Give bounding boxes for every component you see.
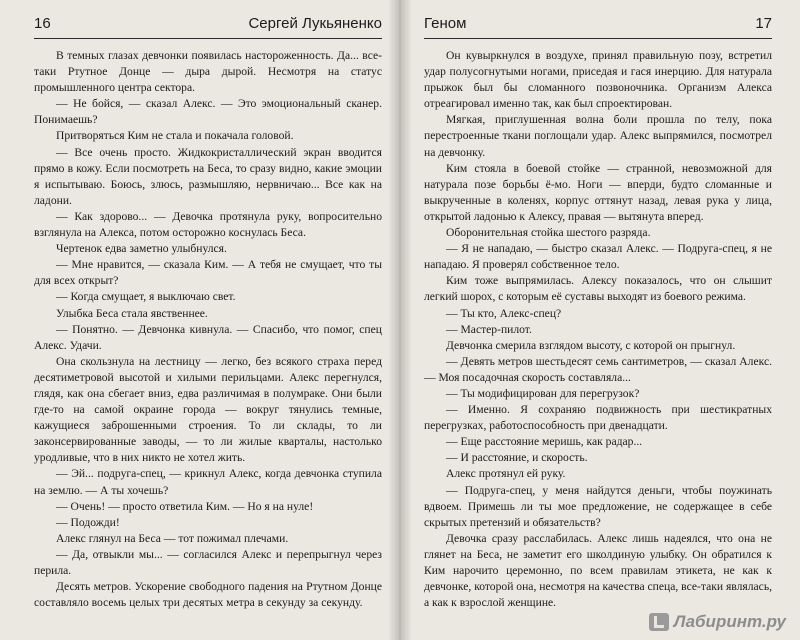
paragraph: — И расстояние, и скорость. xyxy=(446,451,588,465)
paragraph: Ким тоже выпрямилась. Алексу показалось, что он слышит легкий шорох, с которым её суставы выходят из боевого режима. xyxy=(424,274,772,304)
paragraph: — Как здорово... — Девочка протянула руку, вопросительно взглянула на Алекса, потом осторожно коснулась Беса. xyxy=(34,209,382,240)
paragraph: В темных глазах девчонки появилась настороженность. Да... все-таки Ртутное Донце — дыра дырой. Несмотря на статус промышленного центра сектора. xyxy=(34,49,382,95)
page-number-right: 17 xyxy=(755,15,772,32)
paragraph: — Я не нападаю, — быстро сказал Алекс. — Подруга-спец, я не нападаю. Я проверял собственное тело. xyxy=(424,242,772,272)
paragraph: Улыбка Беса стала явственнее. xyxy=(56,306,208,320)
paragraph: — Эй... подруга-спец, — крикнул Алекс, когда девчонка ступила на землю. — А ты хочешь? xyxy=(34,467,382,497)
paragraph: Девчонка смерила взглядом высоту, с которой он прыгнул. xyxy=(446,338,736,352)
paragraph: Притворяться Ким не стала и покачала головой. xyxy=(56,129,294,143)
paragraph: Ким стояла в боевой стойке — странной, невозможной для натурала позе борьбы ё-мо. Ноги — вперди, будто сломанные и выкрученные в коленях, корпус оттянут назад, левая рука у лица, открытой ладонью к Алексу, правая — вытянута вперед. xyxy=(424,161,772,223)
paragraph: — Ты кто, Алекс-спец? xyxy=(446,306,562,320)
paragraph: — Понятно. — Девчонка кивнула. — Спасибо, что помог, спец Алекс. Удачи. xyxy=(34,322,382,352)
paragraph: — Девять метров шестьдесят семь сантиметров, — сказал Алекс. — Моя посадочная скорость составляла... xyxy=(424,354,772,384)
paragraph: — Еще расстояние меришь, как радар... xyxy=(446,435,643,449)
paragraph: Алекс протянул ей руку. xyxy=(446,467,566,481)
paragraph: Она скользнула на лестницу — легко, без всякого страха перед десятиметровой высотой и хилыми перильцами. Алекс перегнулся, глядя, как она сбегает вниз, едва различимая в полумраке. Они были где-то на самой окраине города — вокруг тянулись темные, кажущиеся заброшенными строения. То ли склады, то ли законсервированные заводы, — то ли жилые кварталы, настолько уродливые, что в них никто не хотел жить. xyxy=(34,354,382,465)
paragraph: Десять метров. Ускорение свободного падения на Ртутном Донце составляло восемь целых три десятых метра в секунду за секунду. xyxy=(34,580,382,610)
labirint-logo-icon xyxy=(649,613,669,631)
paragraph: — Ты модифицирован для перегрузок? xyxy=(446,386,640,400)
right-page-text xyxy=(424,48,772,611)
left-page-text xyxy=(34,48,382,611)
paragraph: Девочка сразу расслабилась. Алекс лишь надеялся, что она не глянет на Беса, не заметит его школдиную улыбку. Он обратился к Ким нарочито церемонно, по всем правилам этикета, не как к девчонке, которой она, несмотря на качества спеца, все-таки являлась, а как к взрослой женщине. xyxy=(424,531,772,610)
paragraph: — Не бойся, — сказал Алекс. — Это эмоциональный сканер. Понимаешь? xyxy=(34,97,382,127)
paragraph: Оборонительная стойка шестого разряда. xyxy=(446,226,651,240)
paragraph: Алекс глянул на Беса — тот пожимал плечами. xyxy=(56,531,289,545)
right-page xyxy=(400,0,800,640)
running-head-author: Сергей Лукьяненко xyxy=(248,15,382,32)
paragraph: — Когда смущает, я выключаю свет. xyxy=(56,290,236,304)
paragraph: Он кувыркнулся в воздухе, принял правильную позу, встретил удар полусогнутыми ногами, приседая и гася инерцию. Для натурала прыжок был бы сломанного позвоночника. Организм Алекса отреагировал именно так, как был спроектирован. xyxy=(424,49,772,111)
paragraph: — Именно. Я сохраняю подвижность при шестикратных перегрузках, работоспособность при двенадцати. xyxy=(424,403,772,433)
paragraph: — Мне нравится, — сказала Ким. — А тебя не смущает, что ты для всех открыт? xyxy=(34,258,382,288)
watermark xyxy=(649,612,786,632)
paragraph: — Все очень просто. Жидкокристаллический экран вводится прямо в кожу. Если посмотреть на Беса, то сразу видно, какие эмоции я испытываю. Боюсь, злюсь, размышляю, нервничаю... Все как на ладони. xyxy=(34,145,382,207)
paragraph: — Подруга-спец, у меня найдутся деньги, чтобы поужинать вдвоем. Примешь ли ты мое предложение, не содержащее в себе скрытых претензий и обязательств? xyxy=(424,483,772,529)
paragraph: — Мастер-пилот. xyxy=(446,322,532,336)
watermark-text: Лабиринт.ру xyxy=(673,612,786,631)
paragraph: — Очень! — просто ответила Ким. — Но я на нуле! xyxy=(56,499,314,513)
paragraph: Мягкая, приглушенная волна боли прошла по телу, пока перестроенные ткани поглощали удар. Алекс выпрямился, посмотрел на девчонку. xyxy=(424,113,772,159)
right-page-header xyxy=(424,0,772,36)
paragraph: Чертенок едва заметно улыбнулся. xyxy=(56,242,227,256)
left-page-header xyxy=(34,0,382,36)
running-head-title: Геном xyxy=(424,15,467,32)
paragraph: — Да, отвыкли мы... — согласился Алекс и перепрыгнул через перила. xyxy=(34,547,382,577)
paragraph: — Подожди! xyxy=(56,515,120,529)
page-number-left: 16 xyxy=(34,15,51,32)
